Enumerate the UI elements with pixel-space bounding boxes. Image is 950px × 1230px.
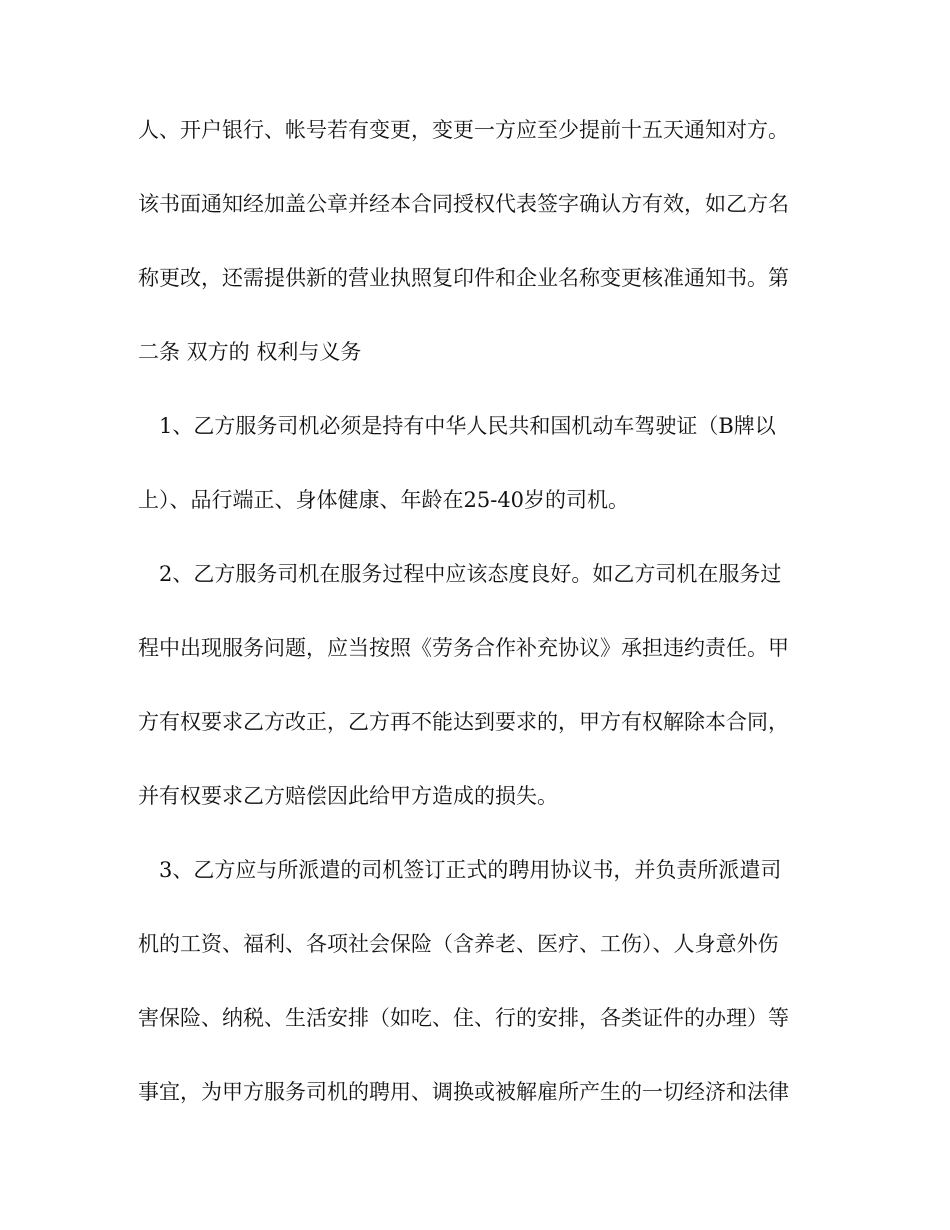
text-line: 方有权要求乙方改正，乙方再不能达到要求的，甲方有权解除本合同， — [138, 710, 789, 734]
contract-body-text — [138, 118, 818, 1154]
clause-1-start: 1、乙方服务司机必须是持有中华人民共和国机动车驾驶证（B牌以 — [159, 414, 776, 438]
text-line: 机的工资、福利、各项社会保险（含养老、医疗、工伤）、人身意外伤 — [138, 932, 779, 956]
clause-3-start: 3、乙方应与所派遣的司机签订正式的聘用协议书，并负责所派遣司 — [159, 858, 782, 882]
text-line: 称更改，还需提供新的营业执照复印件和企业名称变更核准通知书。第 — [138, 266, 789, 290]
text-line: 程中出现服务问题，应当按照《劳务合作补充协议》承担违约责任。甲 — [138, 636, 789, 660]
text-line: 该书面通知经加盖公章并经本合同授权代表签字确认方有效，如乙方名 — [138, 192, 789, 216]
text-line: 害保险、纳税、生活安排（如吃、住、行的安排，各类证件的办理）等 — [138, 1006, 789, 1030]
text-line: 并有权要求乙方赔偿因此给甲方造成的损失。 — [138, 784, 558, 808]
clause-2-start: 2、乙方服务司机在服务过程中应该态度良好。如乙方司机在服务过 — [159, 562, 782, 586]
text-line: 事宜，为甲方服务司机的聘用、调换或被解雇所产生的一切经济和法律 — [138, 1080, 789, 1104]
text-line: 上）、品行端正、身体健康、年龄在25-40岁的司机。 — [138, 488, 630, 512]
section-heading-line: 二条 双方的 权利与义务 — [138, 340, 362, 364]
text-line: 人、开户银行、帐号若有变更，变更一方应至少提前十五天通知对方。 — [138, 118, 789, 142]
